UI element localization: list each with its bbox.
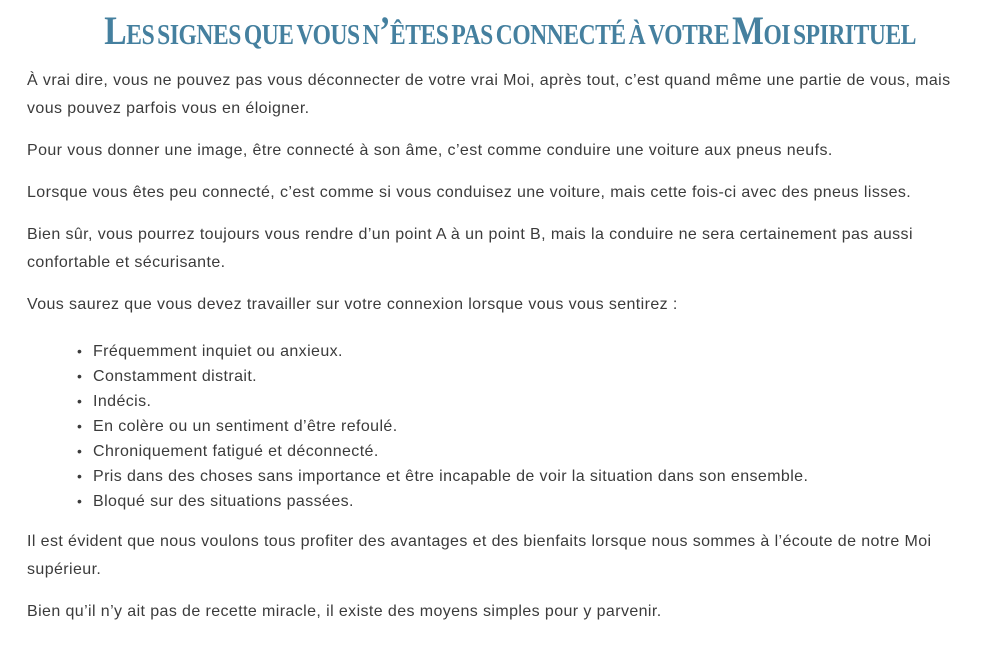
list-item [77, 489, 966, 514]
list-item-text: Bloqué sur des situations passées. [93, 493, 354, 510]
signs-list [27, 339, 966, 514]
bullet-icon: • [77, 343, 83, 359]
list-item [77, 464, 966, 489]
page-title [27, 8, 966, 54]
list-item [77, 364, 966, 389]
list-item [77, 414, 966, 439]
paragraph-closing-1: Il est évident que nous voulons tous profiter des avantages et des bienfaits lorsque nous sommes à l’écoute de notre Moi supérieur. [27, 533, 932, 578]
list-item [77, 439, 966, 464]
list-item [77, 339, 966, 364]
bullet-icon: • [77, 468, 83, 484]
bullet-icon: • [77, 368, 83, 384]
list-item-text: En colère ou un sentiment d’être refoulé. [93, 418, 398, 435]
bullet-icon: • [77, 493, 83, 509]
paragraph-intro-2: Pour vous donner une image, être connecté à son âme, c’est comme conduire une voiture aux pneus neufs. [27, 142, 833, 159]
paragraph-list-lead-in: Vous saurez que vous devez travailler sur votre connexion lorsque vous vous sentirez : [27, 296, 678, 313]
bullet-icon: • [77, 418, 83, 434]
page-title-text: Les signes que vous n’êtes pas connecté à votre Moi spirituel [104, 8, 917, 53]
list-item [77, 389, 966, 414]
list-item-text: Chroniquement fatigué et déconnecté. [93, 443, 379, 460]
list-item-text: Constamment distrait. [93, 368, 258, 385]
list-item-text: Indécis. [93, 393, 152, 410]
list-item-text: Fréquemment inquiet ou anxieux. [93, 343, 343, 360]
paragraph-intro-1: À vrai dire, vous ne pouvez pas vous déconnecter de votre vrai Moi, après tout, c’est quand même une partie de vous, mais vous pouvez parfois vous en éloigner. [27, 72, 951, 117]
paragraph-intro-3: Lorsque vous êtes peu connecté, c’est comme si vous conduisez une voiture, mais cette fois-ci avec des pneus lisses. [27, 184, 912, 201]
list-item-text: Pris dans des choses sans importance et être incapable de voir la situation dans son ensemble. [93, 468, 809, 485]
bullet-icon: • [77, 393, 83, 409]
paragraph-intro-4: Bien sûr, vous pourrez toujours vous rendre d’un point A à un point B, mais la conduire ne sera certainement pas aussi confortable et sécurisante. [27, 226, 913, 271]
paragraph-closing-2: Bien qu’il n’y ait pas de recette miracle, il existe des moyens simples pour y parvenir. [27, 603, 662, 620]
bullet-icon: • [77, 443, 83, 459]
